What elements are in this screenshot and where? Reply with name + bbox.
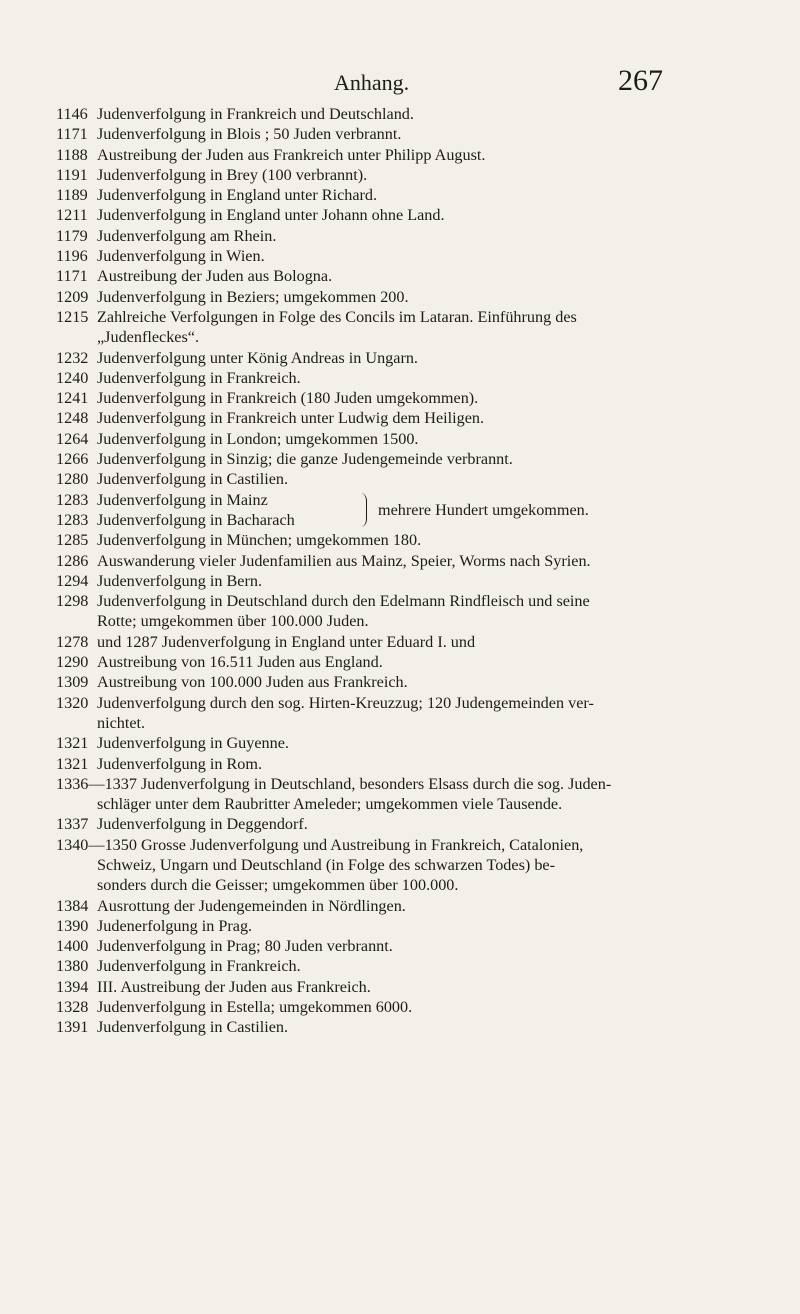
list-item <box>0 774 800 815</box>
entry-year: 1232 <box>56 348 89 367</box>
list-item <box>0 246 800 266</box>
list-item <box>0 632 800 652</box>
list-item <box>0 814 800 834</box>
list-item <box>0 287 800 307</box>
entry-year: 1189 <box>56 186 88 205</box>
entry-year: 1391 <box>56 1018 89 1037</box>
entry-year: 1146 <box>56 105 88 123</box>
entry-text: Judenverfolgung in Castilien. <box>97 470 289 489</box>
entry-year: 1400 <box>56 937 89 956</box>
entry-text: Judenverfolgung in Frankreich und Deutschland. <box>97 105 414 123</box>
entry-year: 1309 <box>56 673 89 692</box>
entry-text: Judenverfolgung in Mainz <box>97 490 268 509</box>
entry-continuation: sonders durch die Geisser; umgekommen über 100.000. <box>97 876 459 895</box>
entry-text: und 1287 Judenverfolgung in England unter Eduard I. und <box>97 632 476 651</box>
list-item <box>0 449 800 469</box>
entry-text: Judenverfolgung in Frankreich (180 Juden umgekommen). <box>97 389 479 408</box>
entry-continuation: „Judenfleckes“. <box>97 328 200 347</box>
entry-year: 1380 <box>56 957 89 976</box>
entry-text: Judenverfolgung in Deggendorf. <box>97 815 308 834</box>
entry-text: Judenverfolgung in England unter Johann ohne Land. <box>97 206 445 225</box>
list-item <box>0 185 800 205</box>
entry-text: Auswanderung vieler Judenfamilien aus Mainz, Speier, Worms nach Syrien. <box>97 551 591 570</box>
entry-text: Judenerfolgung in Prag. <box>97 916 253 935</box>
entry-text: Austreibung der Juden aus Bologna. <box>97 267 333 286</box>
entry-text: Judenverfolgung in Blois ; 50 Juden verbrannt. <box>97 125 402 144</box>
list-item <box>0 652 800 672</box>
list-item <box>0 469 800 489</box>
entry-text: Judenverfolgung in Prag; 80 Juden verbrannt. <box>97 937 393 956</box>
entry-text: Judenverfolgung in Wien. <box>97 247 265 266</box>
list-item <box>0 266 800 286</box>
entry-year: 1321 <box>56 734 89 753</box>
entry-year: 1240 <box>56 368 89 387</box>
entry-year: 1320 <box>56 693 89 712</box>
entry-year: 1337 <box>56 815 89 834</box>
list-item <box>0 896 800 916</box>
entry-text: Judenverfolgung in Bern. <box>97 571 262 590</box>
curly-brace <box>358 493 367 527</box>
entry-text: Ausrottung der Judengemeinden in Nördlingen. <box>97 896 406 915</box>
list-item <box>0 591 800 632</box>
entry-year: 1188 <box>56 145 88 164</box>
entry-year: 1290 <box>56 653 89 672</box>
entry-text: Austreibung der Juden aus Frankreich unter Philipp August. <box>97 145 486 164</box>
entry-year: 1211 <box>56 206 88 225</box>
entry-text: Judenverfolgung in Castilien. <box>97 1018 289 1037</box>
entry-year: 1266 <box>56 450 89 469</box>
entry-text: Judenverfolgung in Estella; umgekommen 6000. <box>97 998 413 1017</box>
entry-year: 1390 <box>56 916 89 935</box>
list-item <box>0 571 800 591</box>
entry-text: Judenverfolgung in England unter Richard. <box>97 186 378 205</box>
list-item <box>0 754 800 774</box>
entry-continuation: Rotte; umgekommen über 100.000 Juden. <box>97 612 369 631</box>
list-item <box>0 205 800 225</box>
list-item <box>0 408 800 428</box>
entry-year: 1280 <box>56 470 89 489</box>
chronology-list <box>0 104 800 1038</box>
entry-year: 1294 <box>56 571 89 590</box>
entry-text: Judenverfolgung in Beziers; umgekommen 200. <box>97 287 409 306</box>
list-item <box>0 997 800 1017</box>
entry-year: 1171 <box>56 267 88 286</box>
page-number: 267 <box>618 64 663 97</box>
entry-year: 1209 <box>56 287 89 306</box>
entry-year: 1215 <box>56 307 89 326</box>
entry-text: Judenverfolgung in London; umgekommen 1500. <box>97 429 419 448</box>
list-item <box>0 307 800 348</box>
entry-text: Austreibung von 100.000 Juden aus Frankreich. <box>97 673 408 692</box>
entry-year: 1283 <box>56 510 89 529</box>
entry-year: 1321 <box>56 754 89 773</box>
list-item <box>0 368 800 388</box>
entry-text: Judenverfolgung in Deutschland durch den Edelmann Rindfleisch und seine <box>97 592 590 611</box>
entry-text: Judenverfolgung in Brey (100 verbrannt). <box>97 165 368 184</box>
entry-text: Zahlreiche Verfolgungen in Folge des Concils im Lataran. Einführung des <box>97 307 577 326</box>
entry-year: 1241 <box>56 389 89 408</box>
entry-year: 1285 <box>56 531 89 550</box>
entry-year: 1384 <box>56 896 89 915</box>
brace-note: mehrere Hundert umgekommen. <box>378 500 589 519</box>
entry-text: Judenverfolgung am Rhein. <box>97 226 277 245</box>
entry-text: Judenverfolgung unter König Andreas in Ungarn. <box>97 348 418 367</box>
entry-text: Judenverfolgung in Frankreich unter Ludwig dem Heiligen. <box>97 409 485 428</box>
entry-year: 1328 <box>56 998 89 1017</box>
entry-year: 1196 <box>56 247 88 266</box>
list-item <box>0 124 800 144</box>
entry-continuation: schläger unter dem Raubritter Ameleder; umgekommen viele Tausende. <box>97 795 563 814</box>
entry-text: Austreibung von 16.511 Juden aus England. <box>97 653 383 672</box>
list-item <box>0 936 800 956</box>
list-item <box>0 429 800 449</box>
list-item <box>0 104 800 124</box>
list-item <box>0 226 800 246</box>
list-item <box>0 165 800 185</box>
entry-text: Judenverfolgung in Rom. <box>97 754 263 773</box>
entry-year: 1394 <box>56 977 89 996</box>
entry-text: Judenverfolgung in Frankreich. <box>97 957 301 976</box>
list-item <box>0 956 800 976</box>
entry-year: 1179 <box>56 226 88 245</box>
list-item <box>0 551 800 571</box>
list-item <box>0 348 800 368</box>
entry-text: Judenverfolgung durch den sog. Hirten-Kreuzzug; 120 Judengemeinden ver- <box>97 693 594 712</box>
list-item <box>0 835 800 896</box>
entry-text: Judenverfolgung in Frankreich. <box>97 368 301 387</box>
entry-text: III. Austreibung der Juden aus Frankreich. <box>97 977 371 996</box>
entry-year: 1278 <box>56 632 89 651</box>
list-item-braced <box>0 490 800 531</box>
list-item <box>0 977 800 997</box>
list-item <box>0 145 800 165</box>
entry-text: 1340—1350 Grosse Judenverfolgung und Austreibung in Frankreich, Catalonien, <box>56 835 584 854</box>
entry-year: 1248 <box>56 409 89 428</box>
list-item <box>0 672 800 692</box>
list-item <box>0 1017 800 1037</box>
entry-text: Judenverfolgung in Sinzig; die ganze Judengemeinde verbrannt. <box>97 450 513 469</box>
list-item <box>0 733 800 753</box>
entry-text: Judenverfolgung in Guyenne. <box>97 734 289 753</box>
entry-continuation: nichtet. <box>97 713 146 732</box>
entry-year: 1283 <box>56 490 89 509</box>
list-item <box>0 693 800 734</box>
entry-year: 1264 <box>56 429 89 448</box>
running-title: Anhang. <box>334 70 410 95</box>
list-item <box>0 530 800 550</box>
list-item <box>0 916 800 936</box>
entry-year: 1286 <box>56 551 89 570</box>
entry-continuation: Schweiz, Ungarn und Deutschland (in Folge des schwarzen Todes) be- <box>97 855 555 874</box>
entry-text: 1336—1337 Judenverfolgung in Deutschland, besonders Elsass durch die sog. Juden- <box>56 774 612 793</box>
entry-year: 1191 <box>56 165 88 184</box>
entry-year: 1298 <box>56 592 89 611</box>
entry-year: 1171 <box>56 125 88 144</box>
entry-text: Judenverfolgung in Bacharach <box>97 510 295 529</box>
list-item <box>0 388 800 408</box>
entry-text: Judenverfolgung in München; umgekommen 180. <box>97 531 422 550</box>
page-header <box>0 64 800 104</box>
